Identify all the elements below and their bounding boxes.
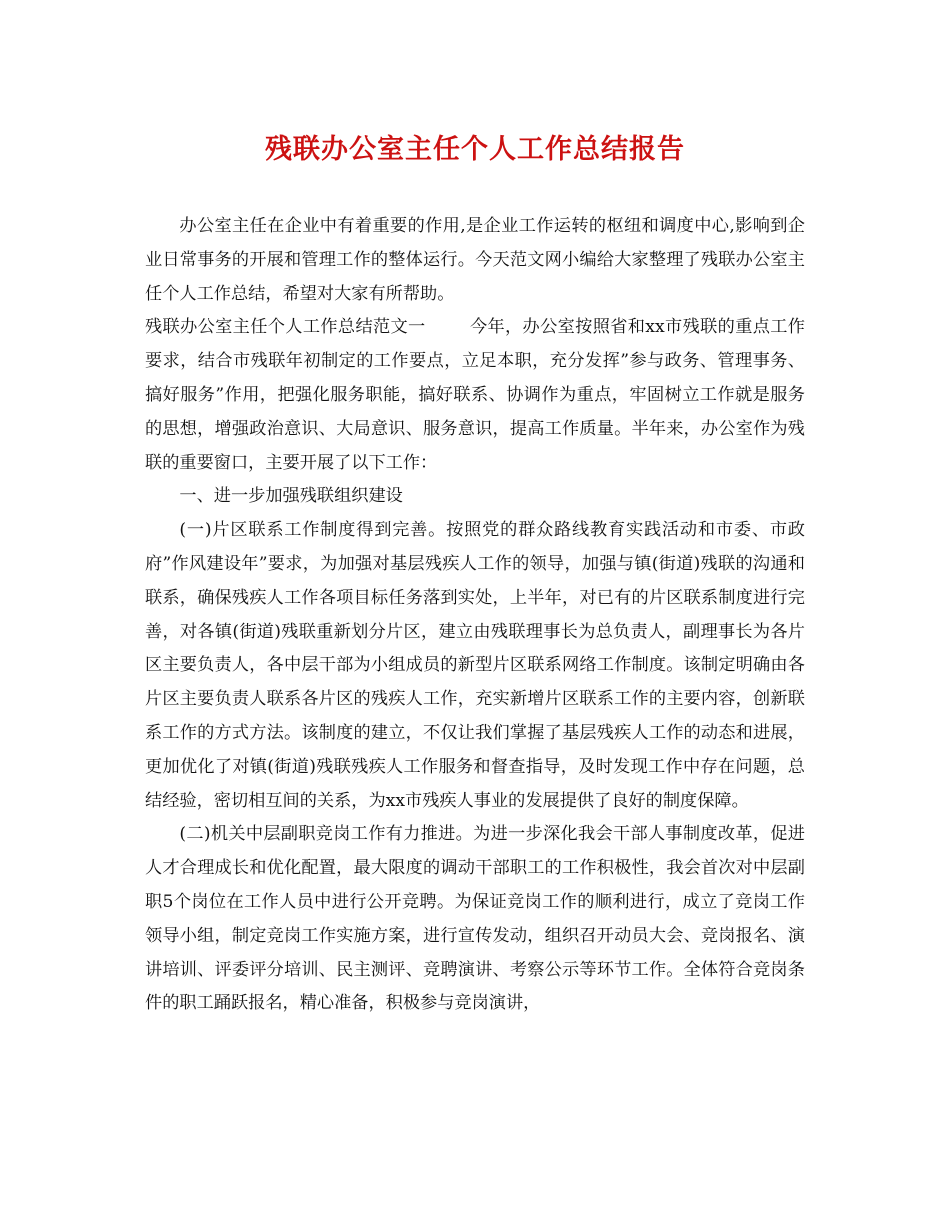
- sample-body: 今年，办公室按照省和xx市残联的重点工作要求，结合市残联年初制定的工作要点，立足本职，充分发挥”参与政务、管理事务、搞好服务”作用，把强化服务职能，搞好联系、协调作为重点，牢固树立工作就是服务的思想，增强政治意识、大局意识、服务意识，提高工作质量。半年来，办公室作为残联的重要窗口，主要开展了以下工作：: [145, 317, 805, 473]
- section-heading: 一、进一步加强残联组织建设: [179, 486, 403, 507]
- sample-paragraph: [145, 311, 805, 480]
- sample-label: 残联办公室主任个人工作总结范文一: [145, 317, 426, 338]
- document-page: [145, 120, 805, 1021]
- body-paragraph-two: (二)机关中层副职竞岗工作有力推进。为进一步深化我会干部人事制度改革，促进人才合理成长和优化配置，最大限度的调动干部职工的工作积极性，我会首次对中层副职5个岗位在工作人员中进行公开竞聘。为保证竞岗工作的顺利进行，成立了竞岗工作领导小组，制定竞岗工作实施方案，进行宣传发动，组织召开动员大会、竞岗报名、演讲培训、评委评分培训、民主测评、竞聘演讲、考察公示等环节工作。全体符合竞岗条件的职工踊跃报名，精心准备，积极参与竞岗演讲，: [145, 824, 805, 1014]
- body-paragraph-one: (一)片区联系工作制度得到完善。按照党的群众路线教育实践活动和市委、市政府”作风建设年”要求，为加强对基层残疾人工作的领导，加强与镇(街道)残联的沟通和联系，确保残疾人工作各项目标任务落到实处，上半年，对已有的片区联系制度进行完善，对各镇(街道)残联重新划分片区，建立由残联理事长为总负责人，副理事长为各片区主要负责人，各中层干部为小组成员的新型片区联系网络工作制度。该制定明确由各片区主要负责人联系各片区的残疾人工作，充实新增片区联系工作的主要内容，创新联系工作的方式方法。该制度的建立，不仅让我们掌握了基层残疾人工作的动态和进展，更加优化了对镇(街道)残联残疾人工作服务和督查指导，及时发现工作中存在问题，总结经验，密切相互间的关系，为xx市残疾人事业的发展提供了良好的制度保障。: [145, 520, 805, 811]
- intro-paragraph: 办公室主任在企业中有着重要的作用,是企业工作运转的枢纽和调度中心,影响到企业日常事务的开展和管理工作的整体运行。今天范文网小编给大家整理了残联办公室主任个人工作总结，希望对大家有所帮助。: [145, 216, 805, 304]
- document-title: 残联办公室主任个人工作总结报告: [265, 134, 685, 165]
